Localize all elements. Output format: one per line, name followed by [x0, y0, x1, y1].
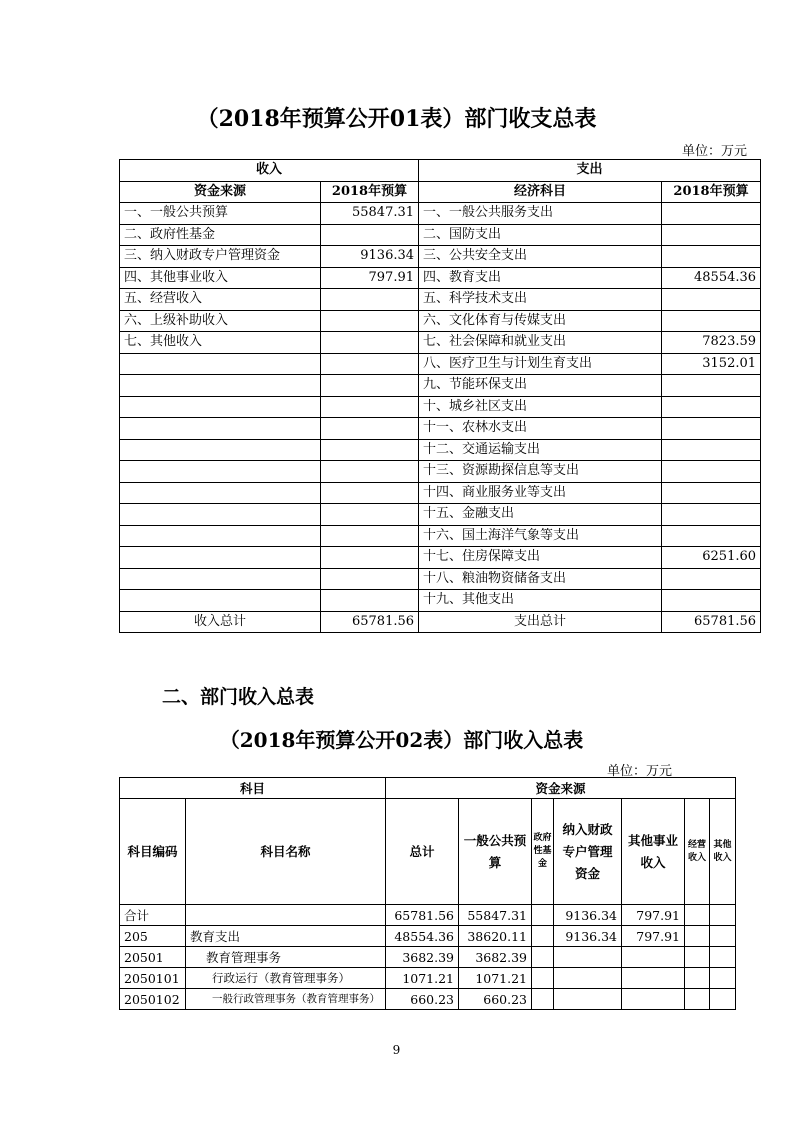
cell-fund: [532, 947, 554, 968]
total-income-value: 65781.56: [321, 611, 419, 633]
table-row: [120, 525, 761, 547]
cell-special: 9136.34: [554, 905, 622, 926]
income-item: [120, 375, 321, 397]
header-source: 资金来源: [386, 778, 736, 799]
cell-general: 38620.11: [459, 926, 532, 947]
header-fund: 政府性基金: [532, 799, 554, 905]
cell-name: [186, 905, 386, 926]
cell-other: [622, 947, 685, 968]
income-value: [321, 482, 419, 504]
table-row: [120, 989, 736, 1010]
cell-misc: [710, 926, 736, 947]
table-row: [120, 504, 761, 526]
expense-item: 四、教育支出: [419, 267, 662, 289]
expense-item: 十九、其他支出: [419, 590, 662, 612]
income-item: [120, 547, 321, 569]
income-item: 二、政府性基金: [120, 224, 321, 246]
expense-item: 三、公共安全支出: [419, 246, 662, 268]
cell-other: 797.91: [622, 905, 685, 926]
cell-code: 2050102: [120, 989, 186, 1010]
income-value: [321, 418, 419, 440]
income-value: [321, 547, 419, 569]
income-value: [321, 461, 419, 483]
cell-fund: [532, 905, 554, 926]
header-special: 纳入财政专户管理资金: [554, 799, 622, 905]
table1-unit: 单位：万元: [682, 144, 748, 159]
income-item: [120, 504, 321, 526]
expense-value: [662, 418, 761, 440]
expense-value: 48554.36: [662, 267, 761, 289]
cell-special: 9136.34: [554, 926, 622, 947]
income-item: [120, 461, 321, 483]
header-income: 收入: [120, 160, 419, 182]
expense-value: [662, 246, 761, 268]
income-item: 六、上级补助收入: [120, 310, 321, 332]
income-value: [321, 568, 419, 590]
cell-name: 行政运行（教育管理事务）: [186, 968, 386, 989]
income-value: [321, 396, 419, 418]
expense-item: 十二、交通运输支出: [419, 439, 662, 461]
header-general: 一般公共预算: [459, 799, 532, 905]
header-other: 其他事业收入: [622, 799, 685, 905]
cell-other: [622, 989, 685, 1010]
income-value: [321, 332, 419, 354]
expense-item: 十六、国土海洋气象等支出: [419, 525, 662, 547]
income-value: [321, 439, 419, 461]
cell-oper: [685, 905, 710, 926]
table2-unit: 单位：万元: [607, 764, 673, 779]
income-item: 四、其他事业收入: [120, 267, 321, 289]
table-row: [120, 224, 761, 246]
table-row: [120, 439, 761, 461]
header-name: 科目名称: [186, 799, 386, 905]
table-row: [120, 547, 761, 569]
header-expense: 支出: [419, 160, 761, 182]
cell-misc: [710, 947, 736, 968]
table-row: [120, 461, 761, 483]
header-oper: 经营收入: [685, 799, 710, 905]
cell-fund: [532, 989, 554, 1010]
income-value: [321, 504, 419, 526]
table-row: [120, 418, 761, 440]
cell-general: 660.23: [459, 989, 532, 1010]
cell-name: 教育支出: [186, 926, 386, 947]
income-value: [321, 289, 419, 311]
table-row: [120, 267, 761, 289]
income-expense-table: [119, 159, 761, 633]
table-row: [120, 353, 761, 375]
cell-fund: [532, 926, 554, 947]
total-income-label: 收入总计: [120, 611, 321, 633]
expense-value: 7823.59: [662, 332, 761, 354]
income-item: [120, 482, 321, 504]
header-total: 总计: [386, 799, 459, 905]
table-row: [120, 590, 761, 612]
income-item: [120, 439, 321, 461]
income-value: 797.91: [321, 267, 419, 289]
income-item: 三、纳入财政专户管理资金: [120, 246, 321, 268]
table-row: [120, 396, 761, 418]
cell-oper: [685, 989, 710, 1010]
table1-title: （2018年预算公开01表）部门收支总表: [196, 106, 597, 132]
table-row: [120, 246, 761, 268]
income-value: 55847.31: [321, 203, 419, 225]
expense-item: 十七、住房保障支出: [419, 547, 662, 569]
header-subject: 科目: [120, 778, 386, 799]
table-row: [120, 332, 761, 354]
table-row: [120, 947, 736, 968]
cell-misc: [710, 968, 736, 989]
cell-misc: [710, 905, 736, 926]
cell-misc: [710, 989, 736, 1010]
expense-value: [662, 482, 761, 504]
expense-item: 六、文化体育与传媒支出: [419, 310, 662, 332]
expense-value: [662, 568, 761, 590]
col-source: 资金来源: [120, 181, 321, 203]
cell-special: [554, 989, 622, 1010]
income-item: [120, 590, 321, 612]
income-item: 一、一般公共预算: [120, 203, 321, 225]
cell-code: 20501: [120, 947, 186, 968]
expense-value: [662, 590, 761, 612]
table-row: [120, 905, 736, 926]
header-code: 科目编码: [120, 799, 186, 905]
income-value: [321, 353, 419, 375]
expense-item: 九、节能环保支出: [419, 375, 662, 397]
expense-item: 二、国防支出: [419, 224, 662, 246]
income-item: 七、其他收入: [120, 332, 321, 354]
expense-value: [662, 289, 761, 311]
cell-total: 48554.36: [386, 926, 459, 947]
cell-fund: [532, 968, 554, 989]
cell-name: 教育管理事务: [186, 947, 386, 968]
income-item: 五、经营收入: [120, 289, 321, 311]
expense-item: 十八、粮油物资储备支出: [419, 568, 662, 590]
expense-item: 七、社会保障和就业支出: [419, 332, 662, 354]
table-row: [120, 568, 761, 590]
income-summary-table: [119, 777, 736, 1010]
cell-other: 797.91: [622, 926, 685, 947]
cell-special: [554, 947, 622, 968]
cell-code: 205: [120, 926, 186, 947]
col-budget: 2018年预算: [321, 181, 419, 203]
col-budget2: 2018年预算: [662, 181, 761, 203]
page-number: 9: [392, 1043, 401, 1057]
expense-value: [662, 396, 761, 418]
expense-value: [662, 461, 761, 483]
expense-value: [662, 439, 761, 461]
expense-item: 十一、农林水支出: [419, 418, 662, 440]
table-row: [120, 289, 761, 311]
cell-name: 一般行政管理事务（教育管理事务）: [186, 989, 386, 1010]
cell-total: 1071.21: [386, 968, 459, 989]
cell-code: 合计: [120, 905, 186, 926]
income-item: [120, 418, 321, 440]
table-row: [120, 968, 736, 989]
table-row: [120, 203, 761, 225]
table-row: [120, 310, 761, 332]
expense-value: [662, 203, 761, 225]
expense-value: [662, 504, 761, 526]
expense-value: [662, 375, 761, 397]
total-expense-value: 65781.56: [662, 611, 761, 633]
expense-item: 十五、金融支出: [419, 504, 662, 526]
income-value: [321, 525, 419, 547]
income-value: 9136.34: [321, 246, 419, 268]
cell-oper: [685, 926, 710, 947]
total-expense-label: 支出总计: [419, 611, 662, 633]
expense-value: [662, 224, 761, 246]
expense-item: 十、城乡社区支出: [419, 396, 662, 418]
cell-special: [554, 968, 622, 989]
income-item: [120, 568, 321, 590]
income-item: [120, 525, 321, 547]
section2-heading: 二、部门收入总表: [162, 686, 315, 708]
expense-value: [662, 310, 761, 332]
income-item: [120, 396, 321, 418]
table-row: [120, 482, 761, 504]
cell-general: 55847.31: [459, 905, 532, 926]
expense-value: 6251.60: [662, 547, 761, 569]
income-value: [321, 590, 419, 612]
cell-general: 1071.21: [459, 968, 532, 989]
cell-general: 3682.39: [459, 947, 532, 968]
expense-item: 十四、商业服务业等支出: [419, 482, 662, 504]
cell-total: 660.23: [386, 989, 459, 1010]
header-misc: 其他收入: [710, 799, 736, 905]
income-value: [321, 310, 419, 332]
table-row: [120, 926, 736, 947]
table2-title: （2018年预算公开02表）部门收入总表: [219, 728, 584, 752]
cell-oper: [685, 947, 710, 968]
income-item: [120, 353, 321, 375]
expense-value: 3152.01: [662, 353, 761, 375]
income-value: [321, 375, 419, 397]
expense-value: [662, 525, 761, 547]
cell-total: 3682.39: [386, 947, 459, 968]
expense-item: 十三、资源勘探信息等支出: [419, 461, 662, 483]
col-econ: 经济科目: [419, 181, 662, 203]
expense-item: 五、科学技术支出: [419, 289, 662, 311]
cell-code: 2050101: [120, 968, 186, 989]
expense-item: 八、医疗卫生与计划生育支出: [419, 353, 662, 375]
expense-item: 一、一般公共服务支出: [419, 203, 662, 225]
table-row: [120, 375, 761, 397]
cell-oper: [685, 968, 710, 989]
cell-other: [622, 968, 685, 989]
cell-total: 65781.56: [386, 905, 459, 926]
income-value: [321, 224, 419, 246]
